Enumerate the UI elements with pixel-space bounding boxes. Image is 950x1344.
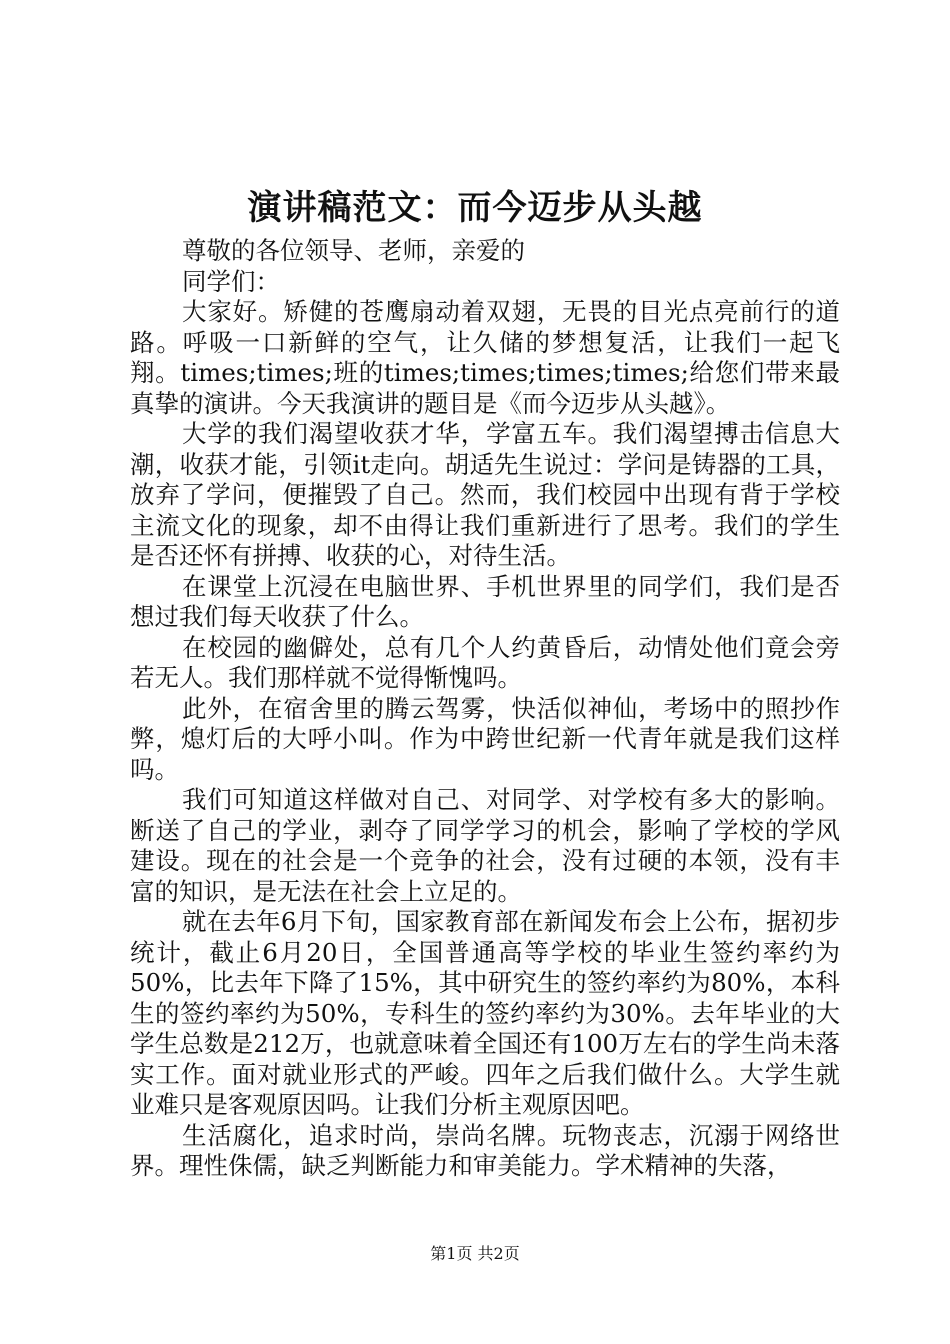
document-title: 演讲稿范文：而今迈步从头越 xyxy=(247,188,703,228)
paragraph: 大家好。矫健的苍鹰扇动着双翅，无畏的目光点亮前行的道路。呼吸一口新鲜的空气，让久储的梦想复活，让我们一起飞翔。times;times;班的times;times;times;times;给您们带来最真挚的演讲。今天我演讲的题目是《而今迈步从头越》。 xyxy=(130,297,840,418)
document-body xyxy=(130,236,840,1182)
paragraph: 生活腐化，追求时尚，崇尚名牌。玩物丧志，沉溺于网络世界。理性侏儒，缺乏判断能力和审美能力。学术精神的失落， xyxy=(130,1120,840,1180)
paragraph: 在课堂上沉浸在电脑世界、手机世界里的同学们，我们是否想过我们每天收获了什么。 xyxy=(130,571,840,631)
paragraph: 我们可知道这样做对自己、对同学、对学校有多大的影响。断送了自己的学业，剥夺了同学学习的机会，影响了学校的学风建设。现在的社会是一个竞争的社会，没有过硬的本领，没有丰富的知识，是无法在社会上立足的。 xyxy=(130,785,840,906)
paragraph: 同学们： xyxy=(182,266,280,296)
page-number: 第1页 共2页 xyxy=(430,1244,520,1263)
paragraph: 此外，在宿舍里的腾云驾雾，快活似神仙，考场中的照抄作弊，熄灯后的大呼小叫。作为中跨世纪新一代青年就是我们这样吗。 xyxy=(130,693,840,784)
paragraph: 尊敬的各位领导、老师，亲爱的 xyxy=(182,236,525,265)
paragraph: 就在去年6月下旬，国家教育部在新闻发布会上公布，据初步统计，截止6月20日，全国普通高等学校的毕业生签约率约为50%，比去年下降了15%，其中研究生的签约率约为80%，本科生的签约率约为50%，专科生的签约率约为30%。去年毕业的大学生总数是212万，也就意味着全国还有100万左右的学生尚未落实工作。面对就业形式的严峻。四年之后我们做什么。大学生就业难只是客观原因吗。让我们分析主观原因吧。 xyxy=(130,907,840,1119)
paragraph: 大学的我们渴望收获才华，学富五车。我们渴望搏击信息大潮，收获才能，引领it走向。胡适先生说过：学问是铸器的工具，放弃了学问，便摧毁了自己。然而，我们校园中出现有背于学校主流文化的现象，却不由得让我们重新进行了思考。我们的学生是否还怀有拼搏、收获的心，对待生活。 xyxy=(130,419,840,570)
paragraph: 在校园的幽僻处，总有几个人约黄昏后，动情处他们竟会旁若无人。我们那样就不觉得惭愧吗。 xyxy=(130,632,840,692)
